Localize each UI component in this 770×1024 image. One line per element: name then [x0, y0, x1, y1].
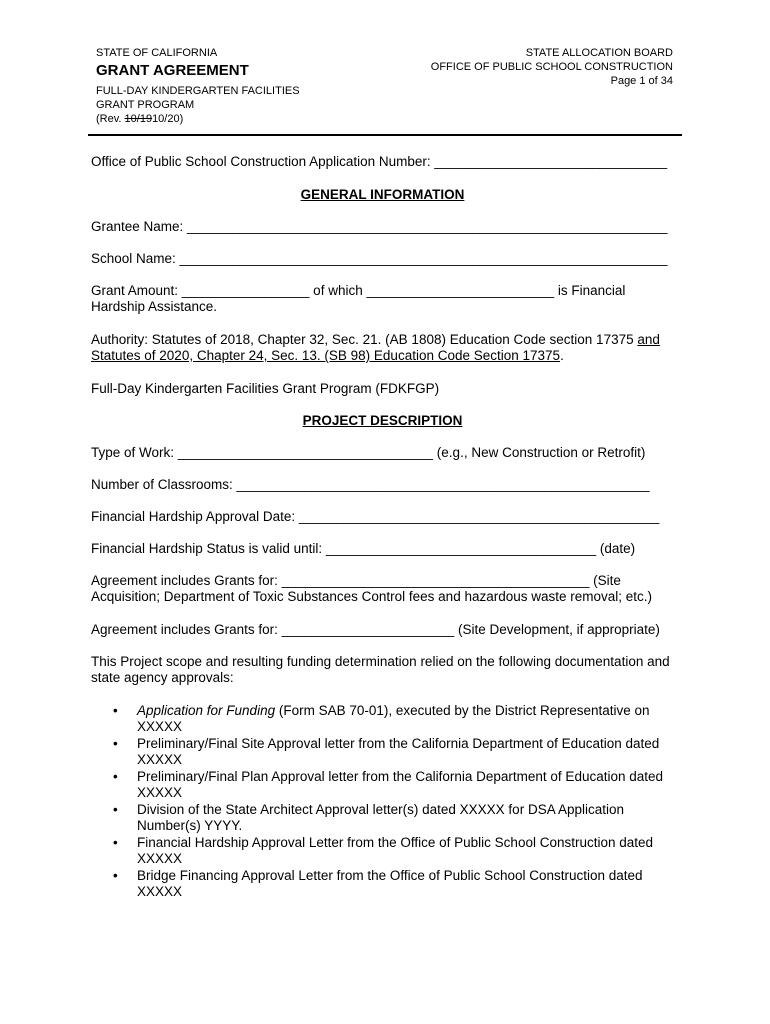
- header-left: [96, 46, 300, 126]
- bullet-icon: •: [113, 703, 118, 718]
- bullet-icon: •: [113, 835, 118, 850]
- general-information-heading: GENERAL INFORMATION: [300, 187, 465, 202]
- classrooms-line: Number of Classrooms: _______________________________________________________: [91, 477, 650, 492]
- revision-label: [96, 112, 300, 126]
- list-item: [113, 802, 674, 834]
- header-right: [431, 46, 673, 88]
- list-item: [113, 835, 674, 867]
- revision-suffix: 10/20): [152, 113, 184, 125]
- office-label: OFFICE OF PUBLIC SCHOOL CONSTRUCTION: [430, 61, 673, 73]
- bullet-icon: •: [113, 802, 118, 817]
- authority-end: .: [560, 348, 564, 363]
- bullet-icon: •: [113, 868, 118, 883]
- authority-underlined: and Statutes of 2020, Chapter 24, Sec. 13. (SB 98) Education Code Section 17375: [91, 332, 660, 363]
- list-item-text: Financial Hardship Approval Letter from the Office of Public School Construction dated XXXXX: [137, 835, 654, 866]
- list-item-text: (Form SAB 70-01), executed by the District Representative on XXXXX: [137, 703, 650, 734]
- hardship-status-line: Financial Hardship Status is valid until: ____________________________________ (date): [91, 541, 636, 556]
- board-label: STATE ALLOCATION BOARD: [525, 47, 673, 59]
- state-label: STATE OF CALIFORNIA: [96, 47, 218, 59]
- authority-paragraph: [91, 332, 674, 364]
- scope-intro: This Project scope and resulting funding determination relied on the following documentation and state agency approvals:: [91, 654, 670, 685]
- list-item: [113, 868, 674, 900]
- application-number-line: Office of Public School Construction Application Number: _______________________________: [91, 154, 668, 169]
- approval-documents-list: [91, 703, 674, 900]
- list-item-text: Bridge Financing Approval Letter from the Office of Public School Construction dated XXXXX: [137, 868, 643, 899]
- list-item: [113, 769, 674, 801]
- list-item-text: Preliminary/Final Plan Approval letter from the California Department of Education dated XXXXX: [137, 769, 664, 800]
- grants-for-line-2: Agreement includes Grants for: _______________________ (Site Development, if appropriate): [91, 622, 660, 637]
- program-name: Full-Day Kindergarten Facilities Grant Program (FDKFGP): [91, 381, 440, 396]
- list-item-text: Preliminary/Final Site Approval letter from the California Department of Education dated XXXXX: [137, 736, 660, 767]
- type-of-work-line: Type of Work: __________________________________ (e.g., New Construction or Retrofit): [91, 445, 646, 460]
- list-item: [113, 736, 674, 768]
- authority-text: Authority: Statutes of 2018, Chapter 32, Sec. 21. (AB 1808) Education Code section 17375: [91, 332, 638, 347]
- document-title: GRANT AGREEMENT: [96, 62, 249, 79]
- project-description-heading: PROJECT DESCRIPTION: [302, 413, 463, 428]
- document-body: [91, 154, 674, 901]
- page-number: Page 1 of 34: [610, 75, 673, 87]
- hardship-approval-line: Financial Hardship Approval Date: ________________________________________________: [91, 509, 660, 524]
- grant-amount-line: Grant Amount: _________________ of which _________________________ is Financial Hardship Assistance.: [91, 283, 626, 314]
- school-name-line: School Name: _________________________________________________________________: [91, 251, 668, 266]
- revision-prefix: (Rev.: [96, 113, 125, 125]
- revision-struck: 10/19: [124, 113, 153, 125]
- grantee-name-line: Grantee Name: ________________________________________________________________: [91, 219, 668, 234]
- grants-for-line-1: Agreement includes Grants for: _________________________________________ (Site Acquisition; Department of Toxic Substances Control fees and hazardous waste removal; etc.): [91, 573, 653, 604]
- program-line-2: GRANT PROGRAM: [96, 99, 195, 111]
- bullet-icon: •: [113, 736, 118, 751]
- program-line-1: FULL-DAY KINDERGARTEN FACILITIES: [96, 85, 300, 97]
- bullet-icon: •: [113, 769, 118, 784]
- list-item: [113, 703, 674, 735]
- list-item-text: Division of the State Architect Approval letter(s) dated XXXXX for DSA Application Number(s) YYYY.: [137, 802, 625, 833]
- header-divider: [88, 134, 682, 136]
- list-item-italic: Application for Funding: [137, 703, 276, 718]
